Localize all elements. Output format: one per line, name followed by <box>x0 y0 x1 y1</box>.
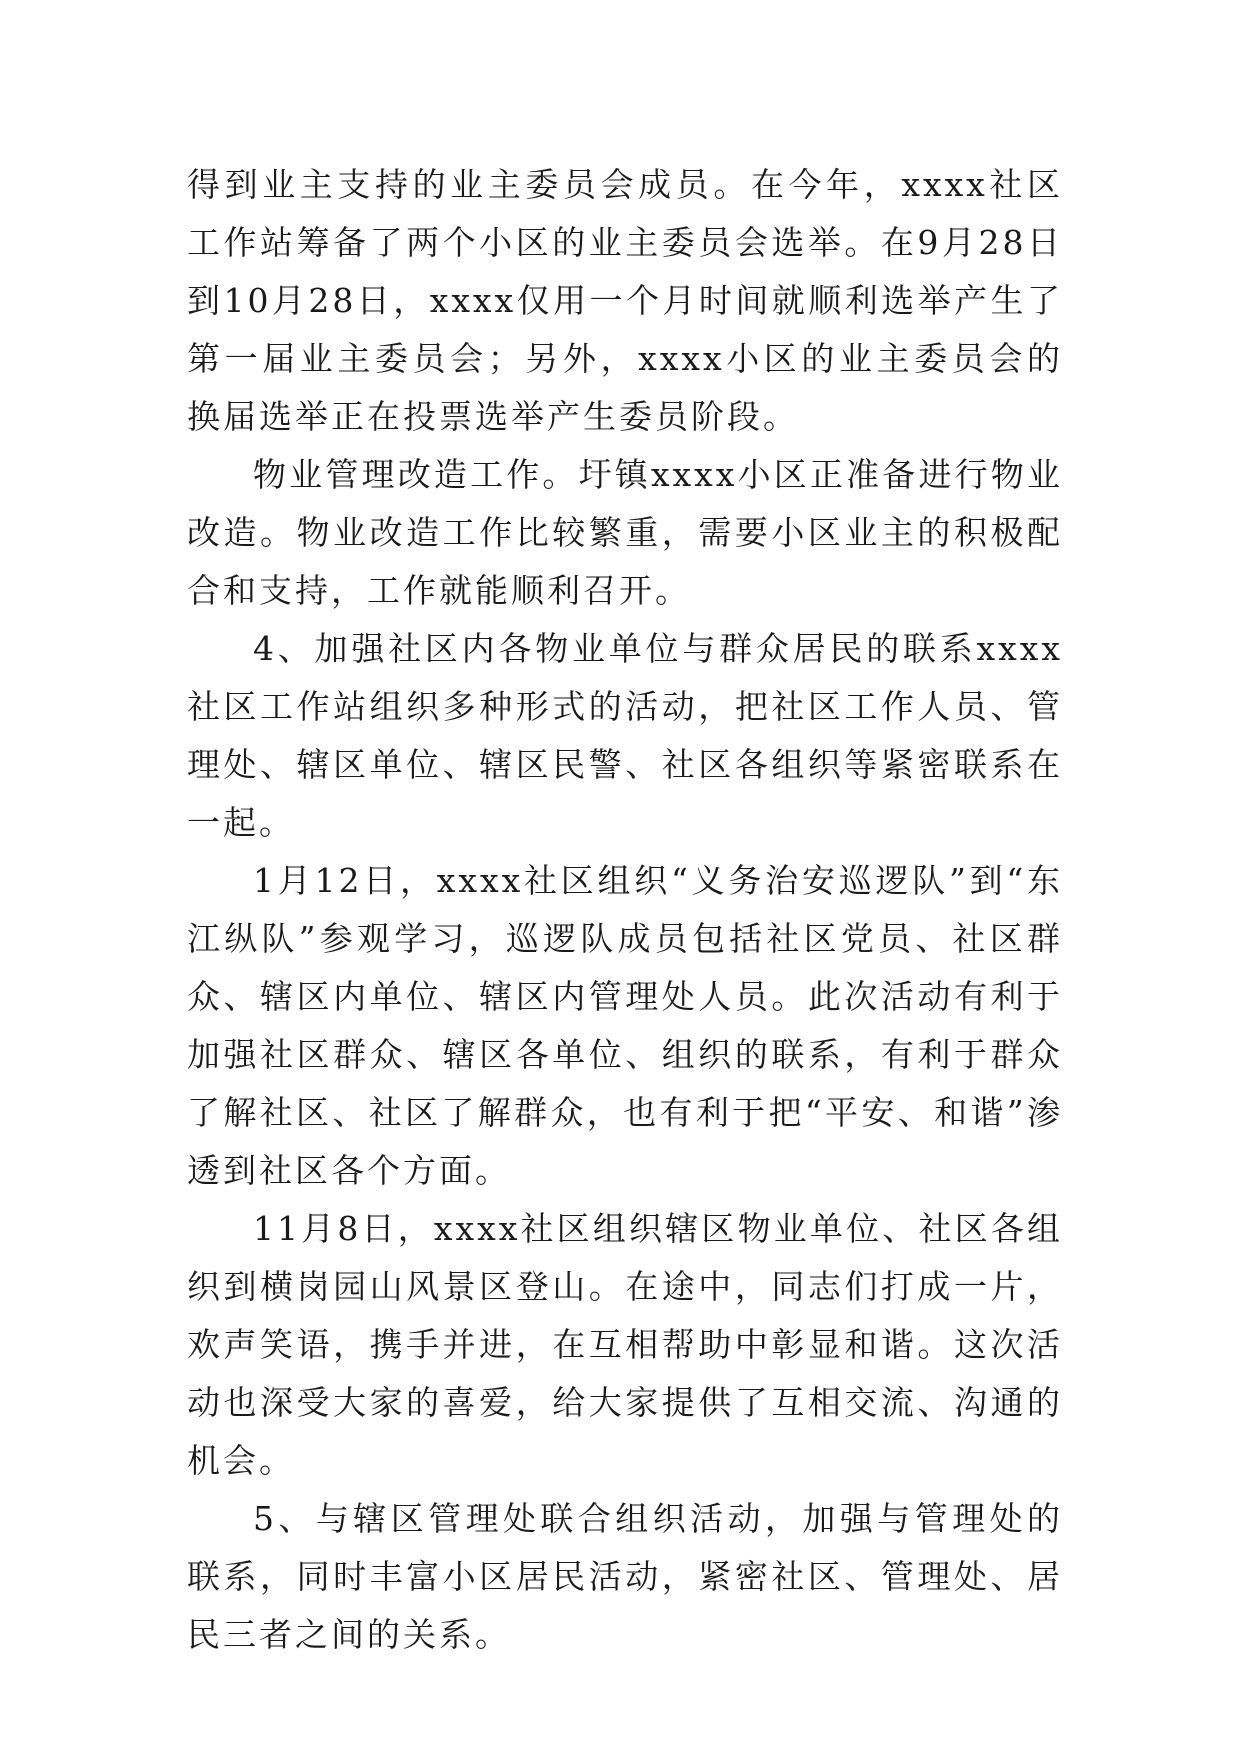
paragraph-2: 物业管理改造工作。圩镇xxxx小区正准备进行物业改造。物业改造工作比较繁重，需要小区业主的积极配合和支持，工作就能顺利召开。 <box>187 455 1063 610</box>
document-body <box>187 156 1063 1664</box>
paragraph-4: 1月12日，xxxx社区组织“义务治安巡逻队”到“东江纵队”参观学习，巡逻队成员包括社区党员、社区群众、辖区内单位、辖区内管理处人员。此次活动有利于加强社区群众、辖区各单位、组织的联系，有利于群众了解社区、社区了解群众，也有利于把“平安、和谐”渗透到社区各个方面。 <box>187 861 1063 1190</box>
paragraph-5: 11月8日，xxxx社区组织辖区物业单位、社区各组织到横岗园山风景区登山。在途中，同志们打成一片，欢声笑语，携手并进，在互相帮助中彰显和谐。这次活动也深受大家的喜爱，给大家提供了互相交流、沟通的机会。 <box>187 1209 1063 1480</box>
paragraph-3: 4、加强社区内各物业单位与群众居民的联系xxxx社区工作站组织多种形式的活动，把社区工作人员、管理处、辖区单位、辖区民警、社区各组织等紧密联系在一起。 <box>187 629 1063 842</box>
paragraph-1: 得到业主支持的业主委员会成员。在今年，xxxx社区工作站筹备了两个小区的业主委员会选举。在9月28日到10月28日，xxxx仅用一个月时间就顺利选举产生了第一届业主委员会；另外，xxxx小区的业主委员会的换届选举正在投票选举产生委员阶段。 <box>187 165 1063 436</box>
paragraph-6: 5、与辖区管理处联合组织活动，加强与管理处的联系，同时丰富小区居民活动，紧密社区、管理处、居民三者之间的关系。 <box>187 1499 1063 1654</box>
